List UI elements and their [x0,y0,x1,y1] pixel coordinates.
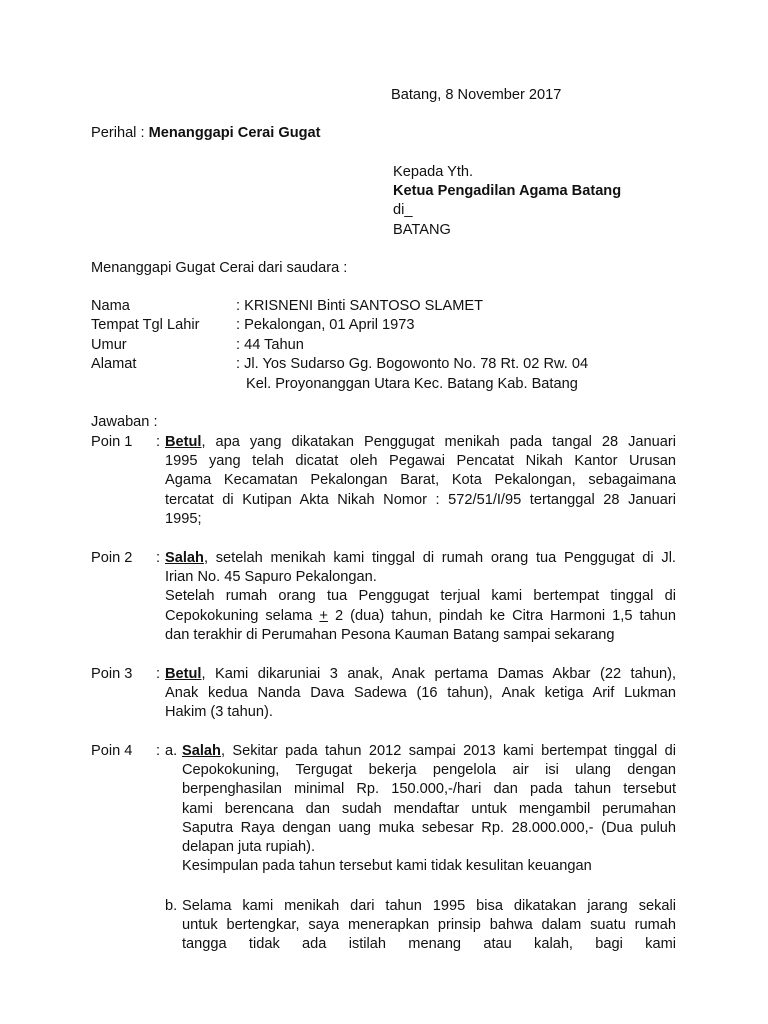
point-4a-line: delapan juta rupiah). [182,839,316,856]
point-4a-line: kami berencana dan sudah mendaftar untuk mengambil perumahan [182,800,676,817]
point-4a-line: Cepokokuning, Tergugat bekerja pengelola air isi ulang dengan [182,762,676,779]
jawaban-label: Jawaban : [91,414,158,430]
recipient-line-3: di_ [393,202,413,219]
point-4-colon: : [156,743,161,759]
point-1-line: 1995 yang telah dicatat oleh Pegawai Pencatat Nikah Kantor Urusan [165,453,676,470]
point-4b-line: untuk bertengkar, saya menerapkan prinsip bahwa dalam suatu rumah [182,917,676,934]
point-4-label: Poin 4 [91,743,133,759]
recipient-line-2: Ketua Pengadilan Agama Batang [393,183,622,200]
perihal-line [91,124,321,143]
point-1-body [165,433,676,529]
identity-label: Alamat [91,356,137,372]
point-1-label: Poin 1 [91,434,133,450]
perihal-label: Perihal : [91,125,145,141]
intro-text: Menanggapi Gugat Cerai dari saudara : [91,260,348,276]
point-4-b-marker: b. [165,898,178,914]
point-1-line: Agama Kecamatan Pekalongan Barat, Kota Pekalongan, sebagaimana [165,472,676,489]
point-1-colon: : [156,434,161,450]
point-1-line: tercatat di Kutipan Akta Nikah Nomor : 572/51/I/95 tertanggal 28 Januari [165,491,676,508]
alamat-continuation: Kel. Proyonanggan Utara Kec. Batang Kab. Batang [246,376,578,392]
point-4b-body [182,897,676,955]
point-2-label: Poin 2 [91,550,133,566]
identity-value: : Pekalongan, 01 April 1973 [236,317,415,333]
point-3-label: Poin 3 [91,666,133,682]
identity-label: Umur [91,337,127,353]
point-4a-keyword: Salah [182,743,221,759]
recipient-block [393,163,621,240]
identity-label: Nama [91,298,130,314]
point-1-line: Betul, apa yang dikatakan Penggugat menikah pada tangal 28 Januari [165,434,676,450]
point-3-colon: : [156,666,161,682]
point-4a-line: Kesimpulan pada tahun tersebut kami tidak kesulitan keuangan [182,858,592,875]
point-2-colon: : [156,550,161,566]
point-1-keyword: Betul [165,434,202,450]
point-1-line: 1995; [165,510,202,527]
plus-minus-sign: + [319,607,328,624]
perihal-value: Menanggapi Cerai Gugat [148,125,321,141]
place-date: Batang, 8 November 2017 [391,87,562,103]
point-3-line: Hakim (3 tahun). [165,704,273,721]
point-3-line: Anak kedua Nanda Dava Sadewa (16 tahun), Anak ketiga Arif Lukman [165,685,676,702]
point-4-a-marker: a. [165,743,178,759]
point-4a-line: Saputra Raya dengan uang muka sebesar Rp. 28.000.000,- (Dua puluh [182,819,676,836]
point-3-line: Betul, Kami dikaruniai 3 anak, Anak pertama Damas Akbar (22 tahun), [165,666,676,682]
recipient-line-1: Kepada Yth. [393,164,474,180]
point-2-line: Cepokokuning selama + 2 (dua) tahun, pindah ke Citra Harmoni 1,5 tahun [165,607,676,624]
point-2-keyword: Salah [165,550,204,566]
point-3-body [165,665,676,723]
identity-value: : 44 Tahun [236,337,304,353]
point-4b-line: Selama kami menikah dari tahun 1995 bisa dikatakan jarang sekali [182,898,676,914]
identity-value: : Jl. Yos Sudarso Gg. Bogowonto No. 78 Rt. 02 Rw. 04 [236,356,589,372]
point-2-body [165,549,676,645]
identity-label: Tempat Tgl Lahir [91,317,200,333]
recipient-line-4: BATANG [393,221,451,238]
point-2-line: dan terakhir di Perumahan Pesona Kauman Batang sampai sekarang [165,626,615,643]
point-2-line: Irian No. 45 Sapuro Pekalongan. [165,569,377,586]
identity-value: : KRISNENI Binti SANTOSO SLAMET [236,298,484,314]
point-4a-line: berpenghasilan minimal Rp. 150.000,-/hari dan pada tahun tersebut [182,781,676,798]
point-4a-body [182,742,676,876]
point-2-line: Salah, setelah menikah kami tinggal di rumah orang tua Penggugat di Jl. [165,550,676,566]
point-3-keyword: Betul [165,666,202,682]
point-2-line: Setelah rumah orang tua Penggugat terjual kami bertempat tinggal di [165,588,676,605]
point-4b-line: tangga tidak ada istilah menang atau kalah, bagi kami [182,936,676,953]
point-4a-line: Salah, Sekitar pada tahun 2012 sampai 2013 kami bertempat tinggal di [182,743,676,759]
